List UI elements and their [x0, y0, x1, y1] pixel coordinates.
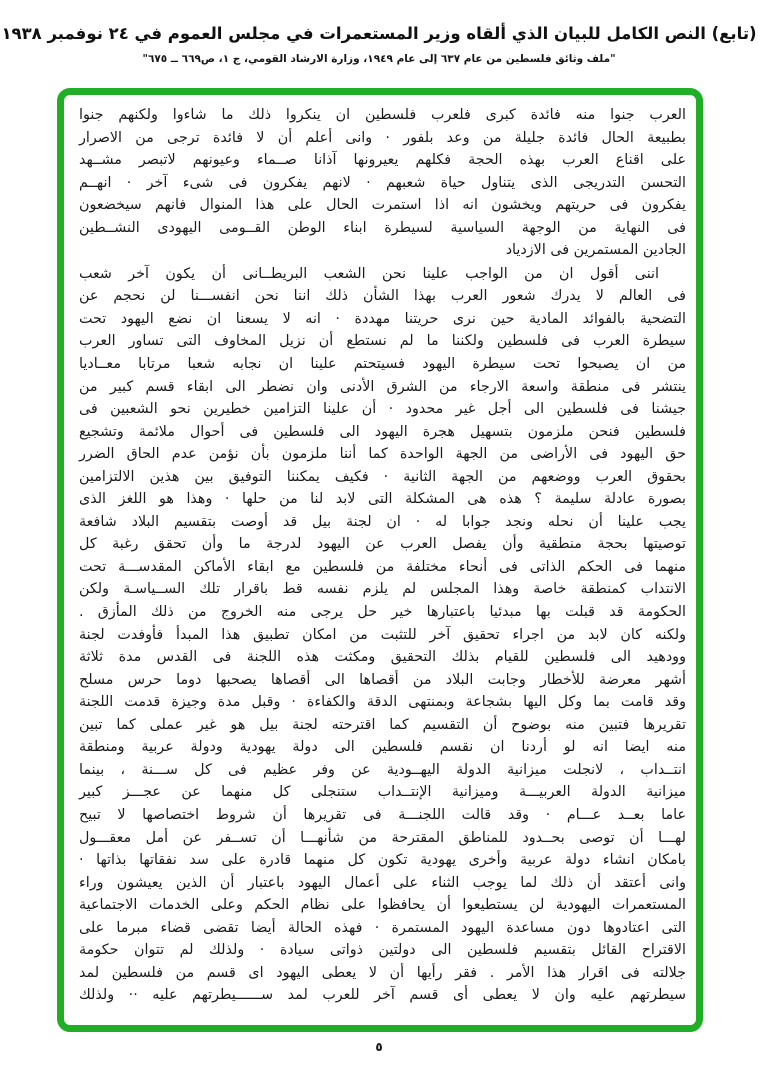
paragraph [79, 263, 686, 1007]
text-line: اننى أقول ان من الواجب علينا نحن الشعب البريطــانى أن يكون آخر شعب [79, 265, 659, 282]
text-line: ينتشر فى منطقة واسعة الارجاء من الشرق الأدنى وان نضطر الى ابقاء قسم كبير من [79, 378, 686, 395]
text-line: بصورة عادلة سليمة ؟ هذه هى المشكلة التى لابد لنا من حلها · وهذا هو اللغز الذى [79, 491, 686, 508]
text-line: التحسن التدريجى الذى يتناول حياة شعبهم · لانهم يفكرون فى شىء آخر · انهــم [79, 174, 686, 191]
text-line: انتــداب ، لانجلت ميزانية الدولة اليهــودية عن وفر عظيم فى كل ســـنة ، بينما [79, 761, 686, 778]
document-source-citation: "ملف وثائق فلسطين من عام ٦٣٧ إلى عام ١٩٤٩، وزارة الارشاد القومي، ج ١، ص٦٦٩ ــ ٦٧٥" [142, 53, 616, 65]
text-line: جيشنا فى فلسطين الى أجل غير محدود · أن علينا التزامين خطيرين نحو الشعبين فى [79, 401, 686, 418]
text-line: الحكومة قد قبلت بها مبدئيا باعتبارها خير حل يرجى منه الخروج من ذلك المأزق . [79, 604, 686, 621]
text-line: ولكنه كان لابد من اجراء تحقيق آخر للتثبت من امكان تطبيق هذا المبدأ فأوفدت لجنة [79, 626, 686, 643]
text-line: الاقتراح القائل بتقسيم فلسطين الى دولتين ذواتى سيادة · ولذلك لم تتوان حكومة [79, 942, 686, 959]
page-header [0, 22, 758, 65]
text-line: يجب علينا أن نحله ونجد جوابا له · ان لجنة بيل قد أوصت بتقسيم البلاد شافعة [79, 513, 686, 530]
text-line: منهما فى الحكم الذاتى فى أنحاء مختلفة من فلسطين مع ابقاء الأماكن المقدســـة تحت [79, 558, 686, 575]
text-line: من ان يصبحوا تحت سيطرة اليهود فسيتحتم علينا ان نجابه شعبا مرتابا معــاديا [79, 356, 686, 373]
text-line: الجادين المستمرين فى الازدياد [505, 242, 686, 259]
text-line: حق اليهود فى الأراضى من الجهة الواحدة كما أننا ملزمون بأن نؤمن عدم الحاق الضرر [79, 446, 686, 463]
text-line: الانتداب كمنطقة خاصة وهذا المجلس لم يلزم نفسه قط باقرار تلك الســياسـة ولكن [79, 581, 686, 598]
text-line: وودهيد الى فلسطين للقيام بذلك التحقيق ومكثت هذه اللجنة فى القدس مدة ثلاثة [79, 649, 686, 666]
text-line: جلالته فى اقرار هذا الأمر . فقر رأيها أن لا يعطى اليهود اى قسم من فلسطين لمد [79, 964, 686, 981]
text-line: على اقناع العرب بهذه الحجة فكلهم يعيرونها آذانا صــماء وعيونهم لاتبصر مشــهد [79, 152, 686, 169]
text-line: فى العالم لا يدرك شعور العرب بهذا الشأن ذلك اننا نحن انفســـنا لن نحجم عن [79, 288, 686, 305]
text-line: بامكان انشاء دولة عربية وأخرى يهودية تكون كل منهما قادرة على سد نفقاتها بذاتها · [79, 852, 686, 869]
text-line: أشهر معرضة للأخطار وجابت البلاد من أقصاها الى أقصاها يصحبها دوما حرس مسلح [79, 671, 686, 688]
text-line: فلسطين فنحن ملزمون بتسهيل هجرة اليهود الى فلسطين فى أحوال ملائمة وتشجيع [79, 423, 686, 440]
text-line: سيطرتهم عليه وان لا يعطى أى قسم آخر للعرب لمد ســــــيطرتهم عليه ·· ولذلك [79, 987, 686, 1004]
text-line: ميزانية الدولة العربيـــة وميزانية الإنتــداب ستنجلى كل منهما عن عجـــز كبير [79, 784, 686, 801]
body-text [57, 95, 703, 1025]
paragraph [79, 104, 686, 262]
text-line: فى النهاية من الوجهة السياسية لسيطرة ابناء الوطن القــومى اليهودى النشــطين [79, 219, 686, 236]
text-line: عاما بعــد عـــام · وقد قالت اللجنـــة فى تقريرها أن شروط اختصاصها لا تبيح [79, 806, 686, 823]
text-line: التى اعتادوها دون مساعدة اليهود المستمرة · فهذه الحالة أيضا تقضى قضاء مبرما على [79, 919, 686, 936]
text-line: لهـــا أن توصى بحــدود للمناطق المقترحة من شأنهـــا أن تســفر عن أمل معقـــول [79, 829, 686, 846]
text-line: يفكرون فى حريتهم ويخشون انه اذا استمرت الحال على هذا المنوال فانهم سيخضعون [79, 197, 686, 214]
text-line: تقريرها فتبين منه بوضوح أن التقسيم كما اقترحته لجنة بيل هو غير عملى كما تبين [79, 716, 686, 733]
text-line: العرب جنوا منه فائدة كبرى فلعرب فلسطين ان ينكروا ذلك ما شاءوا ولكنهم جنوا [79, 107, 686, 123]
text-line: بحقوق العرب ووضعهم من الجهة الثانية · فكيف يمكننا التوفيق بين هذين الالتزامين [79, 468, 686, 485]
text-line: وقد قامت بما وكل اليها بشجاعة وبمنتهى الدقة والكفاءة · وقبل مدة وجيزة قدمت اللجنة [79, 694, 686, 711]
text-line: المستعمرات اليهودية لن يستطيعوا أن يحافظوا على نظام الحكم وعلى الخدمات الاجتماعية [79, 897, 686, 914]
text-line: توصيتها بحجة منطقية وأن يفصل العرب عن اليهود لدرجة ما وأن تحقق رغبة كل [79, 536, 686, 553]
text-line: سيطرة العرب فى فلسطين ولكننا ما لم نستطع أن نزيل المخاوف التى تساور العرب [79, 333, 686, 350]
text-line: منه ايضا انه لو أردنا ان نقسم فلسطين الى دولة يهودية ودولة عربية ومنطقة [79, 739, 686, 756]
page-number: ٥ [375, 1040, 383, 1054]
document-title: (تابع) النص الكامل للبيان الذي ألقاه وزير المستعمرات في مجلس العموم في ٢٤ نوفمبر ١٩٣٨ [1, 24, 757, 43]
text-line: التضحية بالفوائد المادية حين نرى حريتنا مهددة · انه لا يسعنا ان نضع اليهود تحت [79, 310, 686, 327]
text-line: وانى أعتقد أن ذلك لما يوجب الثناء على أعمال اليهود باعتبار أن الذين يعيشون وراء [79, 874, 686, 891]
text-line: بطبيعة الحال فائدة جليلة من وعد بلفور · وانى أعلم أن لا فائدة ترجى من الاصرار [79, 129, 686, 146]
